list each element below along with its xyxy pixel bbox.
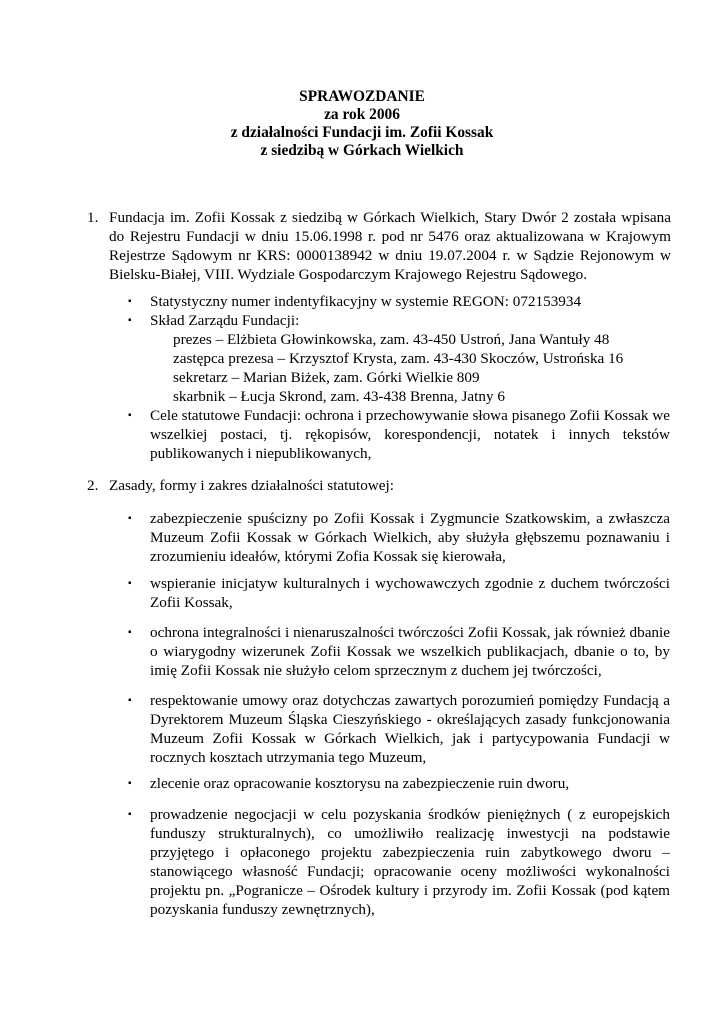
bullet-board — [128, 311, 670, 330]
document-title — [0, 88, 724, 160]
bullet-icon: ▪ — [128, 778, 132, 789]
list-item-text: respektowanie umowy oraz dotychczas zawartych porozumień pomiędzy Fundacją a Dyrektorem Muzeum Śląska Cieszyńskiego - określających zasady funkcjonowania Muzeum Zofii Kossak w Górkach Wielkich, jak i partycypowania Fundacji w rocznych kosztach utrzymania tego Muzeum, — [150, 692, 670, 766]
board-members-list — [173, 330, 653, 406]
board-member: zastępca prezesa – Krzysztof Krysta, zam. 43-430 Skoczów, Ustrońska 16 — [173, 350, 624, 367]
list-item-text: prowadzenie negocjacji w celu pozyskania środków pieniężnych ( z europejskich funduszy strukturalnych), co umożliwiło realizację inwestycji na podstawie przyjętego i opłaconego projektu zabezpieczenia ruin zabytkowego dworu – stanowiącego własność Fundacji; opracowanie oceny możliwości wykonalności projektu pn. „Pogranicze – Ośrodek kultury i przyrody im. Zofii Kossak (pod kątem pozyskania funduszy zewnętrznych), — [150, 806, 670, 918]
section-2-number: 2. — [87, 477, 99, 494]
title-line-4: z siedzibą w Górkach Wielkich — [260, 142, 464, 159]
list-item — [128, 509, 670, 566]
list-item — [128, 574, 670, 612]
goals-text: Cele statutowe Fundacji: ochrona i przechowywanie słowa pisanego Zofii Kossak we wszelkiej postaci, tj. rękopisów, korespondencji, notatek i innych tekstów publikowanych i niepublikowanych, — [150, 407, 670, 462]
list-item-text: ochrona integralności i nienaruszalności twórczości Zofii Kossak, jak również dbanie o wiarygodny wizerunek Zofii Kossak we wszelkich publikacjach, dbanie o to, by imię Zofii Kossak nie służyło celom sprzecznym z duchem jej twórczości, — [150, 624, 670, 679]
list-item — [128, 805, 670, 919]
section-2 — [87, 476, 671, 495]
board-member: skarbnik – Łucja Skrond, zam. 43-438 Brenna, Jatny 6 — [173, 388, 505, 405]
section-1-number: 1. — [87, 209, 99, 226]
section-1 — [87, 208, 671, 284]
list-item — [128, 774, 670, 793]
board-member: prezes – Elżbieta Głowinkowska, zam. 43-450 Ustroń, Jana Wantuły 48 — [173, 331, 610, 348]
list-item — [128, 623, 670, 680]
list-item-text: zabezpieczenie spuścizny po Zofii Kossak i Zygmuncie Szatkowskim, a zwłaszcza Muzeum Zofii Kossak w Górkach Wielkich, aby służyła głębszemu poznawaniu i zrozumieniu ideałów, którymi Zofia Kossak się kierowała, — [150, 510, 670, 565]
bullet-icon: ▪ — [128, 315, 132, 326]
board-member: sekretarz – Marian Biżek, zam. Górki Wielkie 809 — [173, 369, 480, 386]
list-item — [128, 691, 670, 767]
bullet-icon: ▪ — [128, 410, 132, 421]
bullet-regon — [128, 292, 670, 311]
title-line-3: z działalności Fundacji im. Zofii Kossak — [230, 124, 494, 141]
bullet-icon: ▪ — [128, 695, 132, 706]
bullet-icon: ▪ — [128, 578, 132, 589]
title-line-1: SPRAWOZDANIE — [299, 88, 425, 105]
bullet-icon: ▪ — [128, 809, 132, 820]
section-2-text: Zasady, formy i zakres działalności statutowej: — [109, 477, 394, 494]
title-line-2: za rok 2006 — [324, 106, 400, 123]
bullet-icon: ▪ — [128, 296, 132, 307]
board-title: Skład Zarządu Fundacji: — [150, 312, 300, 329]
bullet-icon: ▪ — [128, 513, 132, 524]
section-1-text: Fundacja im. Zofii Kossak z siedzibą w Górkach Wielkich, Stary Dwór 2 została wpisana do Rejestru Fundacji w dniu 15.06.1998 r. pod nr 5476 oraz aktualizowana w Krajowym Rejestrze Sądowym nr KRS: 0000138942 w dniu 19.07.2004 r. w Sądzie Rejonowym w Bielsku-Białej, VIII. Wydziale Gospodarczym Krajowego Rejestru Sądowego. — [109, 209, 671, 283]
list-item-text: zlecenie oraz opracowanie kosztorysu na zabezpieczenie ruin dworu, — [150, 775, 570, 792]
bullet-goals — [128, 406, 670, 463]
regon-text: Statystyczny numer indentyfikacyjny w systemie REGON: 072153934 — [150, 293, 582, 310]
list-item-text: wspieranie inicjatyw kulturalnych i wychowawczych zgodnie z duchem twórczości Zofii Kossak, — [150, 575, 670, 611]
bullet-icon: ▪ — [128, 627, 132, 638]
